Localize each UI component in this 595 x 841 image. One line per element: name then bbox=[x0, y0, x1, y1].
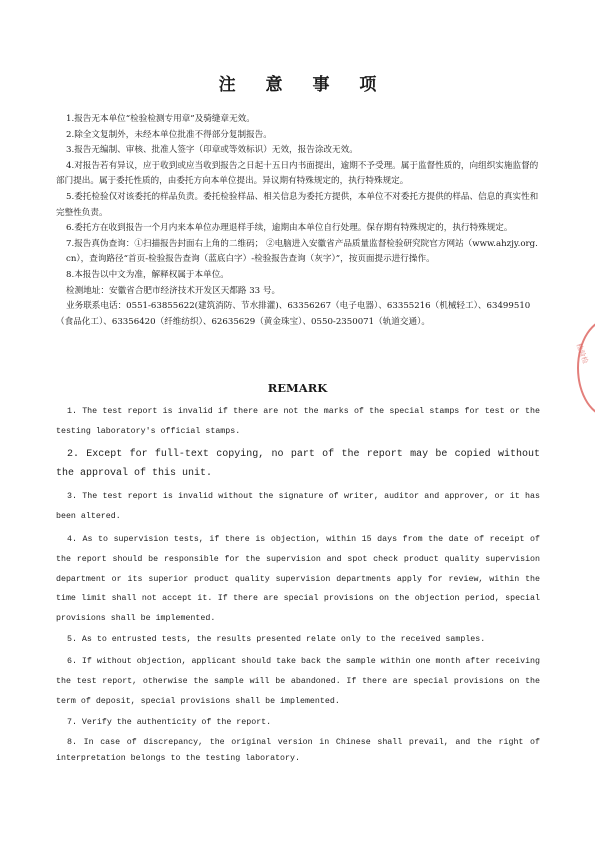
remark-item: 1. The test report is invalid if there are not the marks of the special stamps for test or the testing laboratory's official stamps. bbox=[56, 407, 540, 436]
notice-item: 3.报告无编制、审核、批准人签字（印章或等效标识）无效，报告涂改无效。 bbox=[66, 145, 358, 156]
notice-item: 4.对报告若有异议，应于收到或应当收到报告之日起十五日内书面提出，逾期不予受理。属于监督性质的，向组织实施监督的部门提出。属于委托性质的，由委托方向本单位提出。异议期有特殊规定的，执行特殊规定。 bbox=[56, 160, 539, 187]
notice-item: 2.除全文复制外，未经本单位批准不得部分复制报告。 bbox=[66, 129, 272, 140]
notice-list bbox=[56, 112, 540, 330]
seal-stamp-text: 检验检 bbox=[574, 342, 590, 365]
notice-phones: 业务联系电话：0551-63855622(建筑消防、节水排灌)、63356267（电子电器）、63355216（机械轻工）、63499510（食品化工）、63356420（纤维纺织）、62635629（黄金珠宝）、0550-2350071（轨道交通）。 bbox=[56, 301, 531, 327]
notice-item: 8.本报告以中文为准，解释权属于本单位。 bbox=[66, 269, 229, 280]
notice-item: 6.委托方在收到报告一个月内来本单位办理退样手续，逾期由本单位自行处理。保存期有特殊规定的，执行特殊规定。 bbox=[66, 223, 513, 234]
notice-item: 5.委托检验仅对该委托的样品负责。委托检验样品、相关信息为委托方提供，本单位不对委托方提供的样品、信息的真实性和完整性负责。 bbox=[56, 191, 539, 218]
remark-item: 4. As to supervision tests, if there is objection, within 15 days from the date of receipt of the report should be responsible for the supervision and spot check product quality supervision department or its superior product quality supervision departments apply for review, within the time limit shall not accept it. If there are special provisions on the objection period, special provisions shall be implemented. bbox=[56, 535, 540, 623]
remark-item: 6. If without objection, applicant should take back the sample within one month after receiving the test report, otherwise the sample will be abandoned. If there are special provisions on the term of deposit, special provisions shall be implemented. bbox=[56, 657, 540, 706]
notice-address: 检测地址：安徽省合肥市经济技术开发区天都路 33 号。 bbox=[66, 285, 281, 296]
seal-stamp bbox=[577, 318, 595, 418]
notice-item: 7.报告真伪查询：①扫描报告封面右上角的二维码； ②电脑进入安徽省产品质量监督检验研究院官方网站（www.ahzjy.org.cn），查询路径“首页-检验报告查询（蓝底白字）-检验报告查询（灰字）”，按页面提示进行操作。 bbox=[66, 238, 538, 265]
remark-item: 5. As to entrusted tests, the results presented relate only to the received samples. bbox=[67, 635, 486, 645]
remark-item: 8. In case of discrepancy, the original version in Chinese shall prevail, and the right of interpretation belongs to the testing laboratory. bbox=[56, 738, 540, 764]
remark-list bbox=[56, 402, 540, 771]
notice-title: 注 意 事 项 bbox=[218, 75, 389, 95]
remark-title: REMARK bbox=[267, 381, 328, 395]
remark-item: 7. Verify the authenticity of the report. bbox=[67, 718, 272, 728]
remark-item: 2. Except for full-text copying, no part of the report may be copied without the approval of this unit. bbox=[56, 449, 540, 480]
remark-item: 3. The test report is invalid without the signature of writer, auditor and approver, or it has been altered. bbox=[56, 492, 540, 521]
notice-item: 1.报告无本单位“检验检测专用章”及骑缝章无效。 bbox=[66, 114, 255, 124]
